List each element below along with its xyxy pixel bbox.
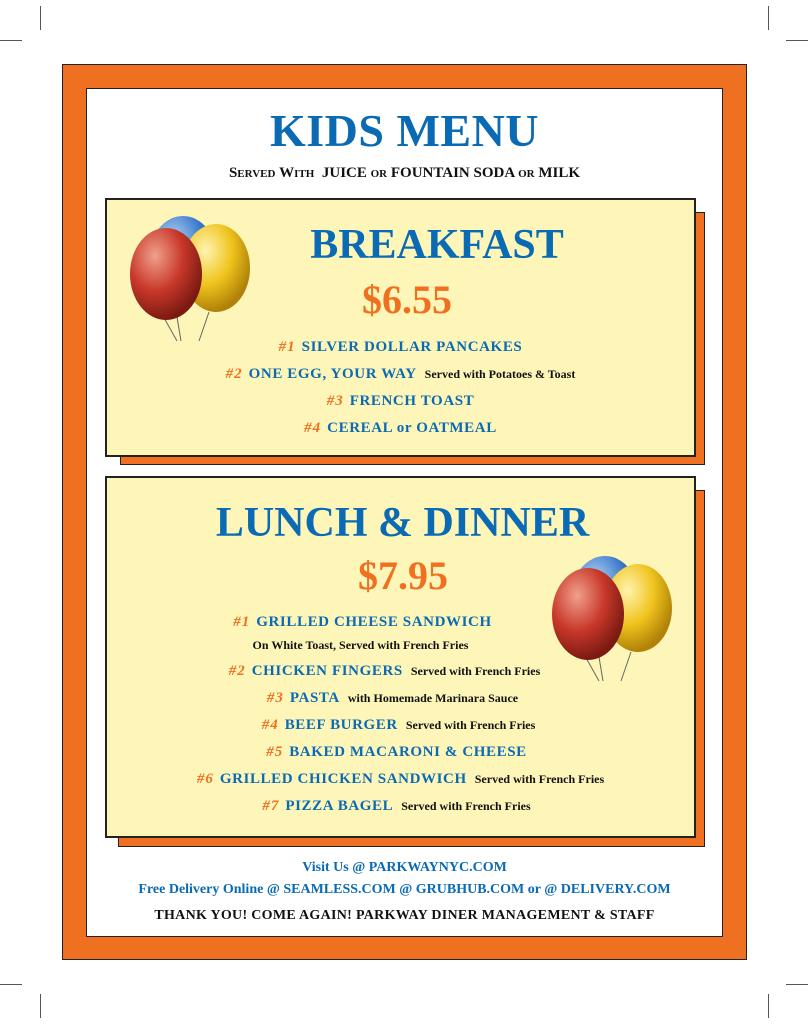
thanks-line: THANK YOU! COME AGAIN! PARKWAY DINER MANAGEMENT & STAFF bbox=[154, 908, 655, 923]
breakfast-panel bbox=[105, 198, 696, 457]
balloons-illustration bbox=[121, 216, 261, 346]
list-item: #4 CEREAL or OATMEAL bbox=[304, 420, 497, 436]
crop-mark bbox=[0, 984, 22, 985]
drink-subtitle: Served With JUICE or FOUNTAIN SODA or MILK bbox=[228, 165, 581, 181]
crop-mark bbox=[40, 994, 41, 1018]
balloons-illustration bbox=[543, 556, 683, 686]
lunch-panel bbox=[105, 476, 696, 838]
list-item: #4 BEEF BURGER Served with French Fries bbox=[261, 717, 536, 733]
breakfast-price: $6.55 bbox=[362, 277, 452, 322]
item-subnote: On White Toast, Served with French Fries bbox=[252, 638, 469, 652]
list-item: #6 GRILLED CHICKEN SANDWICH Served with French Fries bbox=[196, 771, 605, 787]
crop-mark bbox=[768, 994, 769, 1018]
visit-line: Visit Us @ PARKWAYNYC.COM bbox=[302, 860, 507, 875]
crop-mark bbox=[40, 6, 41, 30]
list-item: #2 CHICKEN FINGERS Served with French Fries bbox=[228, 663, 541, 679]
list-item: #3 FRENCH TOAST bbox=[326, 393, 475, 409]
lunch-title: LUNCH & DINNER bbox=[215, 500, 590, 546]
delivery-line: Free Delivery Online @ SEAMLESS.COM @ GRUBHUB.COM or @ DELIVERY.COM bbox=[138, 882, 671, 897]
crop-mark bbox=[0, 40, 22, 41]
crop-mark bbox=[786, 984, 808, 985]
lunch-price: $7.95 bbox=[358, 553, 448, 598]
crop-mark bbox=[786, 40, 808, 41]
list-item: #2 ONE EGG, YOUR WAY Served with Potatoes & Toast bbox=[225, 366, 576, 382]
page-title: KIDS MENU bbox=[269, 105, 540, 156]
crop-mark bbox=[768, 6, 769, 30]
list-item: #3 PASTA with Homemade Marinara Sauce bbox=[266, 690, 519, 706]
list-item: #7 PIZZA BAGEL Served with French Fries bbox=[262, 798, 531, 814]
list-item: #5 BAKED MACARONI & CHEESE bbox=[266, 744, 527, 760]
list-item: #1 SILVER DOLLAR PANCAKES bbox=[278, 339, 523, 355]
breakfast-title: BREAKFAST bbox=[310, 222, 564, 268]
list-item: #1 GRILLED CHEESE SANDWICH bbox=[233, 614, 492, 630]
